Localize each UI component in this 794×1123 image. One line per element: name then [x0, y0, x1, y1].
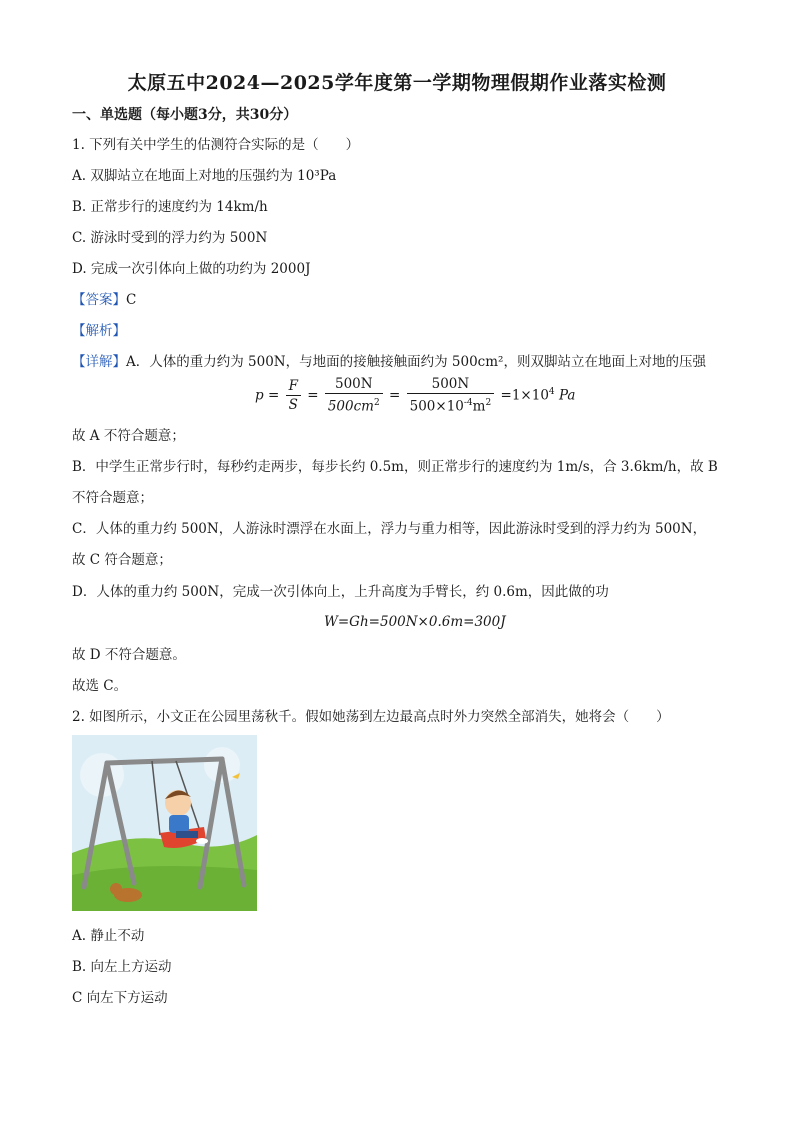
detail-b-line1: B．中学生正常步行时，每秒约走两步，每步长约 0.5m，则正常步行的速度约为 1m/s，合 3.6km/h，故 B [72, 459, 718, 475]
swing-illustration [72, 735, 257, 911]
fraction-numerator: 500N [407, 376, 495, 394]
fraction-denominator: 500cm [327, 398, 374, 415]
final-answer: 故选 C。 [72, 678, 128, 694]
section-heading: 一、单选题（每小题3分，共30分） [72, 107, 298, 123]
exponent: -4 [463, 398, 473, 408]
page-title: 太原五中2024—2025学年度第一学期物理假期作业落实检测 [127, 72, 667, 94]
analysis-tag: 【解析】 [72, 323, 126, 339]
fraction-500n-over-m2: $\frac{500N}{500\times 10^{-4}m^2}$ [407, 376, 495, 416]
conclusion-d: 故 D 不符合题意。 [72, 647, 186, 663]
q1-option-b: B. 正常步行的速度约为 14km/h [72, 199, 268, 215]
analysis-line [72, 322, 126, 340]
detail-tag: 【详解】 [72, 354, 126, 370]
swing-picture [72, 735, 257, 911]
detail-a-line [72, 353, 706, 371]
detail-b-line2: 不符合题意； [72, 490, 153, 506]
formula-result: =1×10 [500, 387, 549, 404]
result-unit: Pa [558, 387, 576, 404]
fraction-denominator: 500×10 [409, 398, 464, 415]
answer-tag: 【答案】 [72, 292, 126, 308]
q2-option-b: B. 向左上方运动 [72, 959, 172, 975]
detail-c-line2: 故 C 符合题意； [72, 552, 172, 568]
detail-d-line: D．人体的重力约 500N，完成一次引体向上，上升高度为手臂长，约 0.6m，因此做的功 [72, 584, 609, 600]
fraction-denominator: S [288, 396, 298, 413]
question-1-stem: 1. 下列有关中学生的估测符合实际的是（ ） [72, 137, 360, 153]
question-2-stem: 2. 如图所示，小文正在公园里荡秋千。假如她荡到左边最高点时外力突然全部消失，她将会（ ） [72, 709, 670, 725]
fraction-500n-over-area: $\frac{500N}{500cm^2}$ [325, 376, 383, 416]
q2-option-c: C 向左下方运动 [72, 990, 168, 1006]
detail-a-text: A．人体的重力约为 500N，与地面的接触接触面约为 500cm²，则双脚站立在地面上对地的压强 [126, 354, 706, 370]
unit: m [472, 398, 486, 415]
conclusion-a: 故 A 不符合题意； [72, 428, 185, 444]
formula-p: p [255, 387, 264, 404]
result-exponent: 4 [548, 386, 555, 397]
fraction-numerator: 500N [325, 376, 383, 394]
answer-value: C [126, 292, 137, 308]
answer-line [72, 291, 136, 309]
work-formula: W=Gh=500N×0.6m=300J [324, 614, 506, 630]
detail-c-line1: C．人体的重力约 500N，人游泳时漂浮在水面上，浮力与重力相等，因此游泳时受到的浮力约为 500N， [72, 521, 707, 537]
q2-option-a: A. 静止不动 [72, 928, 145, 944]
q1-option-a: A. 双脚站立在地面上对地的压强约为 10³Pa [72, 168, 337, 184]
fraction-numerator: F [286, 378, 301, 396]
q1-option-d: D. 完成一次引体向上做的功约为 2000J [72, 261, 311, 277]
fraction-f-over-s [286, 378, 301, 414]
q1-option-c: C. 游泳时受到的浮力约为 500N [72, 230, 268, 246]
pressure-formula: p = $\frac{F}{S}$ = $\frac{500N}{500cm^2}$ = $\frac{500N}{500\times 10^{-4}m^2}$ $=1\times 10^4$ Pa [255, 376, 576, 415]
